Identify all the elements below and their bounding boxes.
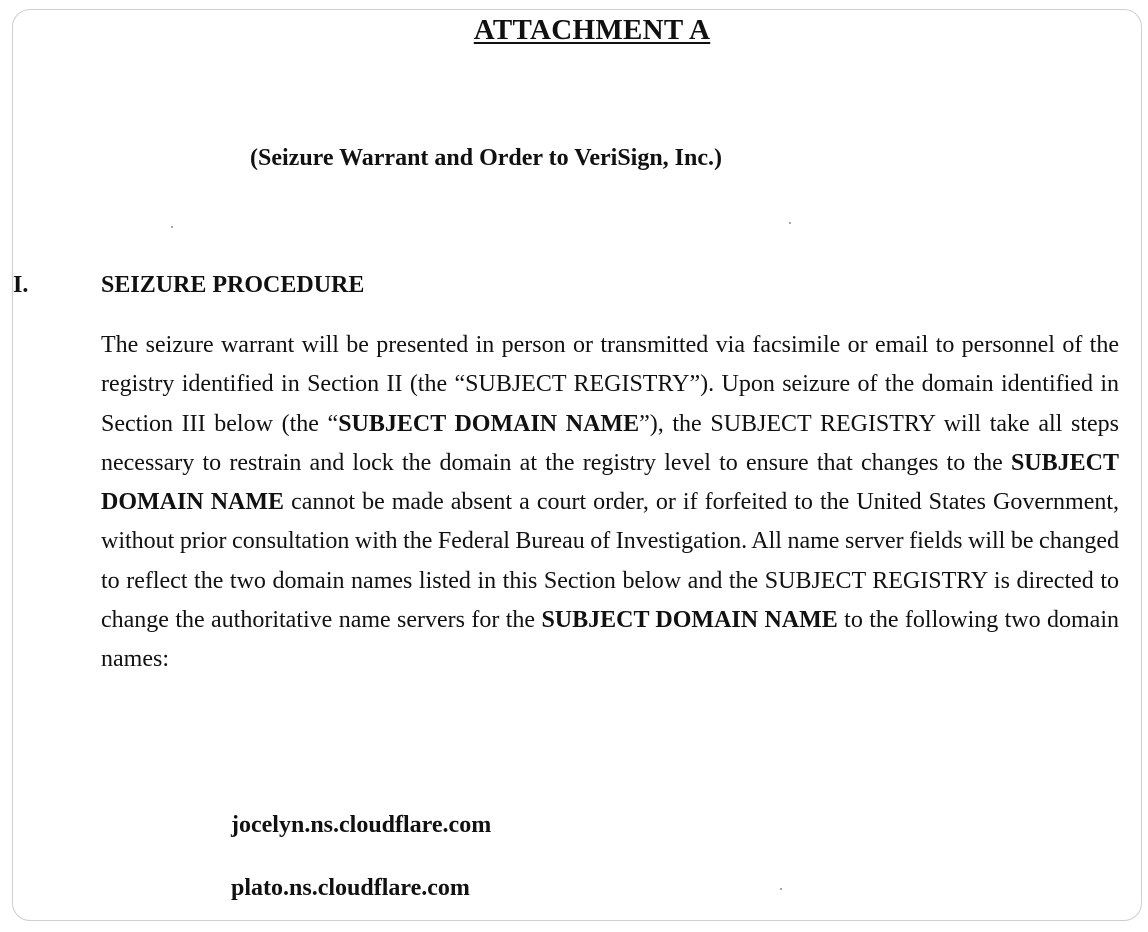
document-subtitle: (Seizure Warrant and Order to VeriSign, Inc.) — [250, 145, 723, 171]
scan-speck — [780, 888, 782, 890]
paragraph-text: The seizure warrant will be presented in person or transmitted via facsimile or email to personnel of the registry identified in Section II (the “SUBJECT REGISTRY”). Upon seizure of the domain identified in Section III below (the “ — [101, 332, 1119, 437]
scan-speck — [789, 222, 791, 224]
document-card — [12, 9, 1142, 921]
paragraph-text: cannot be made absent a court order, or if forfeited to the United States Government, without prior consultation with the Federal Bureau of Investigation. All name server fields will be changed to reflect the two domain names listed in this Section below and the SUBJECT REGISTRY is directed to change the authoritative name servers for the — [101, 489, 1120, 634]
document-title: ATTACHMENT A — [473, 14, 711, 46]
section-number: I. — [13, 272, 29, 298]
paragraph-text: to the following two domain names: — [101, 607, 1119, 673]
subject-domain-name-term: SUBJECT DOMAIN NAME — [338, 410, 640, 437]
name-server-item: jocelyn.ns.cloudflare.com — [231, 812, 492, 838]
seizure-procedure-paragraph — [101, 326, 1119, 680]
section-heading: SEIZURE PROCEDURE — [101, 272, 365, 298]
paragraph-text: ”), the SUBJECT REGISTRY will take all steps necessary to restrain and lock the domain at the registry level to ensure that changes to the — [101, 410, 1119, 476]
subject-domain-name-term: SUBJECT DOMAIN NAME — [101, 449, 1119, 516]
name-server-list — [231, 809, 491, 921]
subject-domain-name-term: SUBJECT DOMAIN NAME — [541, 607, 838, 634]
name-server-item: plato.ns.cloudflare.com — [231, 875, 470, 901]
scan-speck — [171, 226, 173, 228]
